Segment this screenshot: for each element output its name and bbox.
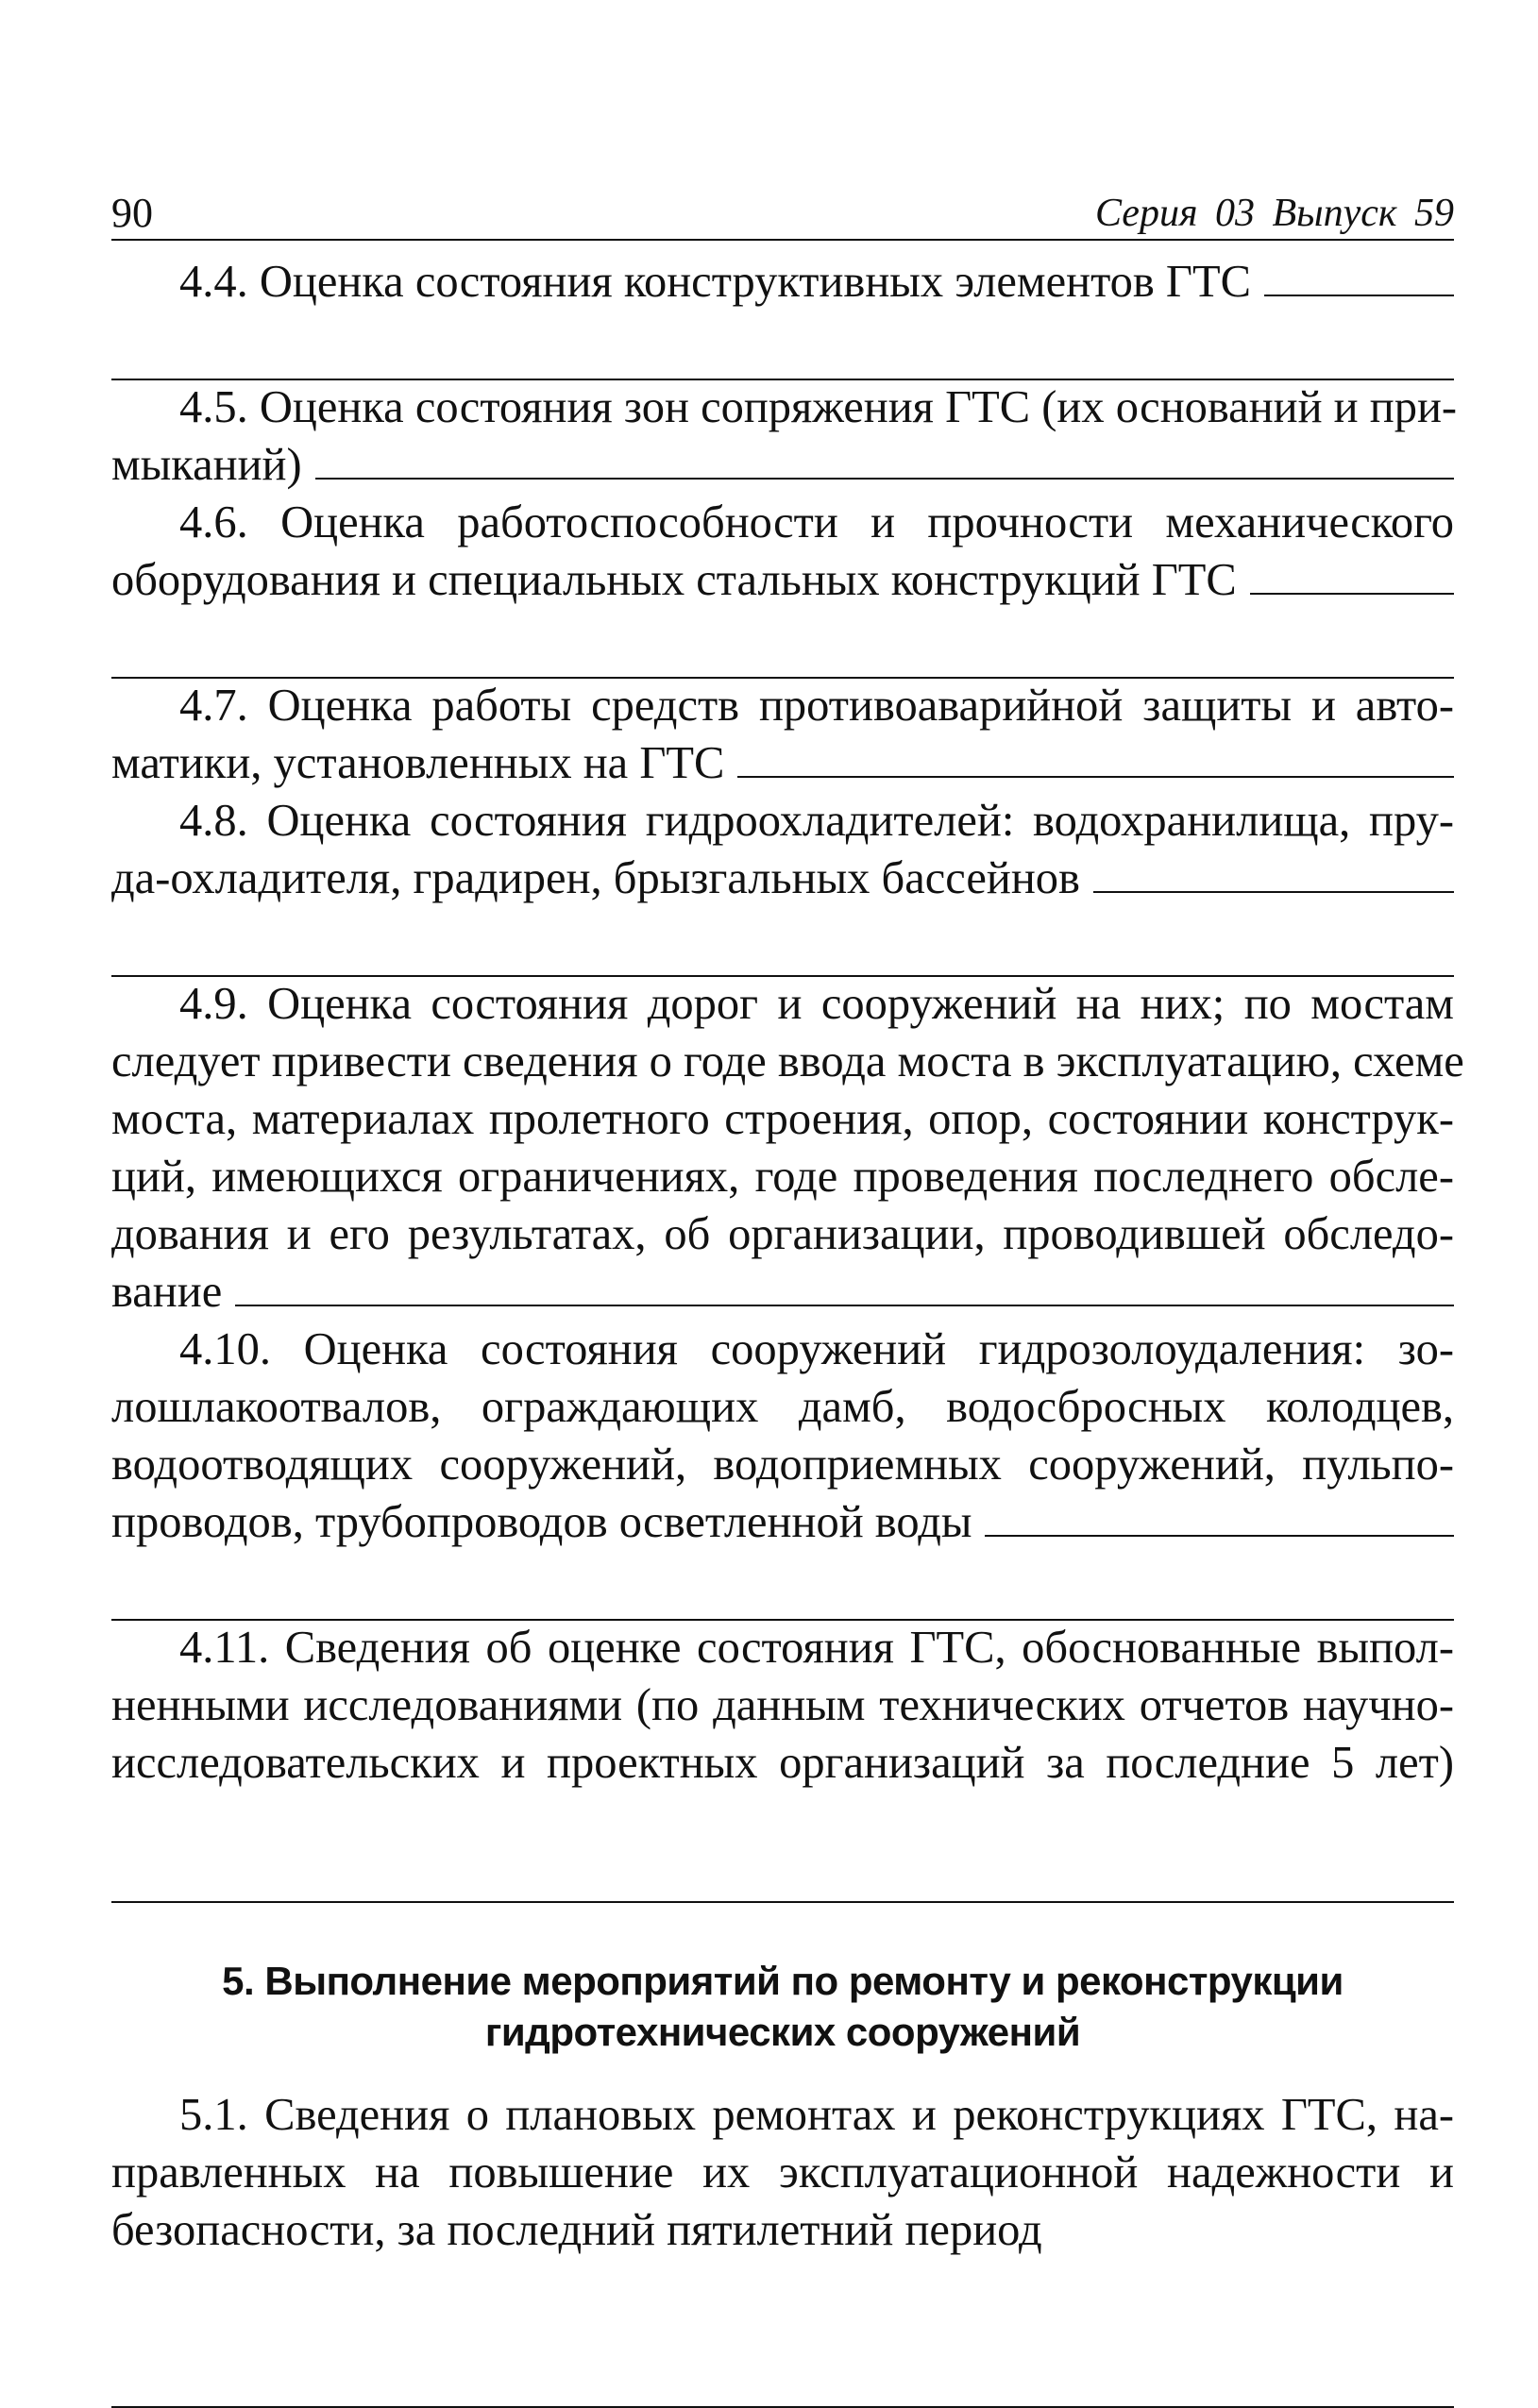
- series-issue: Серия 03 Выпуск 59: [1095, 192, 1454, 235]
- answer-line: [111, 1551, 1454, 1621]
- item-4-5-line-2: мыканий): [111, 440, 302, 490]
- item-4-9-line-1: 4.9. Оценка состояния дорог и сооружений на них; по мостам: [179, 979, 1454, 1029]
- section-heading-line-2: гидротехнических сооружений: [484, 2010, 1081, 2054]
- section-heading-line-1: 5. Выполнение мероприятий по ремонту и реконструкции: [222, 1959, 1344, 2003]
- item-4-5-fill: [111, 436, 1454, 494]
- page-number: 90: [111, 190, 153, 236]
- answer-line: [235, 1267, 1454, 1306]
- item-5-1-line-2: правленных на повышение их эксплуатационной надежности и: [111, 2147, 1454, 2198]
- item-4-11-line-3: исследовательских и проектных организаций за последние 5 лет): [111, 1738, 1454, 1788]
- item-4-10-line-2: лошлакоотвалов, ограждающих дамб, водосбросных колодцев,: [111, 1382, 1454, 1432]
- item-4-6-line-1: 4.6. Оценка работоспособности и прочности механического: [179, 497, 1454, 547]
- item-line: [111, 379, 1458, 436]
- item-4-4-text: 4.4. Оценка состояния конструктивных элементов ГТС: [179, 257, 1251, 307]
- answer-line: [1264, 257, 1454, 296]
- item-4-11-line-1: 4.11. Сведения об оценке состояния ГТС, обоснованные выпол-: [179, 1623, 1454, 1673]
- item-5-1: [111, 2086, 1454, 2259]
- answer-line: [985, 1497, 1454, 1537]
- answer-line: [111, 609, 1454, 679]
- item-4-10-line-3: водоотводящих сооружений, водоприемных сооружений, пульпо-: [111, 1440, 1454, 1490]
- item-4-11: [111, 1619, 1454, 1792]
- answer-line: [111, 2259, 1454, 2408]
- item-4-4: [111, 253, 1454, 311]
- item-4-6: [111, 494, 1454, 551]
- item-4-7-line-1: 4.7. Оценка работы средств противоаварийной защиты и авто-: [179, 681, 1454, 731]
- answer-line: [111, 311, 1454, 380]
- answer-line: [1093, 853, 1454, 893]
- item-4-6-fill: [111, 551, 1454, 609]
- item-4-10-fill: [111, 1493, 1454, 1551]
- item-4-11-line-2: ненными исследованиями (по данным технических отчетов научно-: [111, 1680, 1454, 1730]
- answer-line: [111, 907, 1454, 977]
- item-4-9-line-4: ций, имеющихся ограничениях, годе проведения последнего обсле-: [111, 1152, 1454, 1202]
- item-4-8-line-1: 4.8. Оценка состояния гидроохладителей: водохранилища, пру-: [179, 796, 1454, 846]
- answer-line: [737, 738, 1454, 778]
- item-4-9-line-6: вание: [111, 1267, 223, 1317]
- item-4-9-line-5: дования и его результатах, об организации, проводившей обследо-: [111, 1209, 1454, 1259]
- item-4-5-line-1: 4.5. Оценка состояния зон сопряжения ГТС (их оснований и при-: [179, 382, 1458, 432]
- item-4-8-fill: [111, 850, 1454, 907]
- item-4-9-line-2: следует привести сведения о годе ввода моста в эксплуатацию, схеме: [111, 1036, 1464, 1086]
- page-header: [111, 184, 1454, 241]
- section-heading: [111, 1956, 1454, 2058]
- item-4-10-line-4: проводов, трубопроводов осветленной воды: [111, 1497, 972, 1547]
- item-4-8-line-2: да-охладителя, градирен, брызгальных бассейнов: [111, 853, 1080, 903]
- item-4-5: [111, 379, 1458, 436]
- item-5-1-line-3: безопасности, за последний пятилетний период: [111, 2205, 1042, 2255]
- item-4-7-line-2: матики, установленных на ГТС: [111, 738, 725, 788]
- item-4-7-fill: [111, 734, 1454, 792]
- item-4-8: [111, 792, 1454, 850]
- item-4-9-line-3: моста, материалах пролетного строения, опор, состоянии конструк-: [111, 1094, 1454, 1144]
- item-4-6-line-2: оборудования и специальных стальных конструкций ГТС: [111, 555, 1237, 605]
- item-4-9: [111, 975, 1464, 1263]
- item-4-7: [111, 677, 1454, 734]
- answer-line: [111, 1792, 1454, 1903]
- document-body: [111, 253, 1464, 2408]
- item-4-10: [111, 1321, 1454, 1493]
- answer-line: [315, 440, 1454, 480]
- item-4-9-fill: [111, 1263, 1454, 1321]
- item-5-1-line-1: 5.1. Сведения о плановых ремонтах и реконструкциях ГТС, на-: [179, 2090, 1454, 2140]
- item-4-10-line-1: 4.10. Оценка состояния сооружений гидрозолоудаления: зо-: [179, 1324, 1454, 1374]
- answer-line: [1250, 555, 1454, 595]
